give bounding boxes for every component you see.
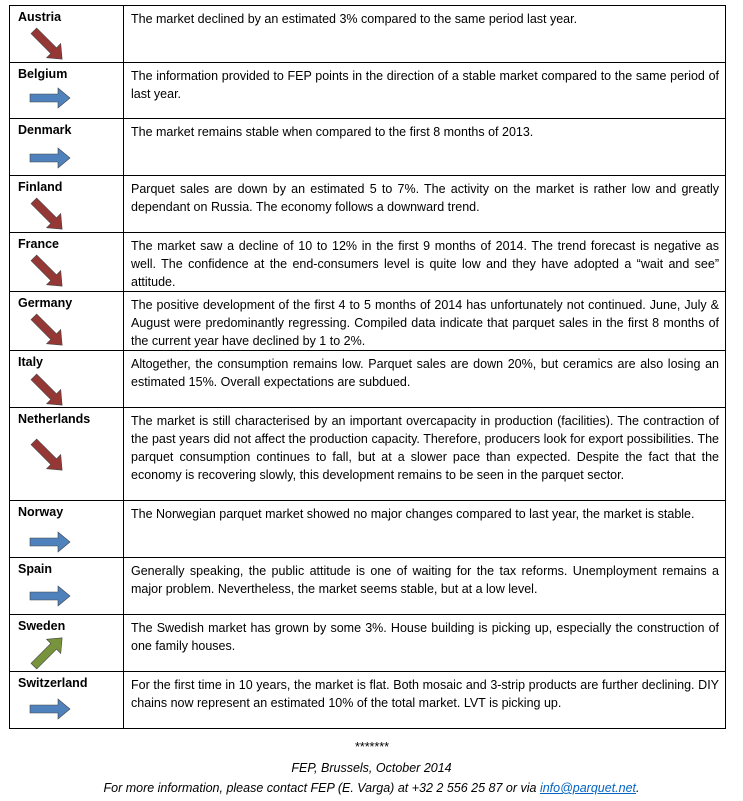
country-name: Spain	[18, 562, 53, 576]
country-cell	[10, 63, 124, 119]
country-name: Norway	[18, 505, 64, 519]
country-cell	[10, 501, 124, 558]
table-row	[10, 119, 726, 176]
market-description: The Norwegian parquet market showed no major changes compared to last year, the market is stable.	[124, 501, 726, 558]
market-description: The market remains stable when compared to the first 8 months of 2013.	[124, 119, 726, 176]
country-cell	[10, 119, 124, 176]
table-row	[10, 233, 726, 292]
country-name: Germany	[18, 296, 73, 310]
country-cell	[10, 292, 124, 351]
market-description: The information provided to FEP points in the direction of a stable market compared to the same period of last year.	[124, 63, 726, 119]
footer-contact-text: For more information, please contact FEP (E. Varga) at +32 2 556 25 87 or via	[103, 781, 540, 795]
country-cell	[10, 176, 124, 233]
country-name: Sweden	[18, 619, 66, 633]
table-row	[10, 6, 726, 63]
table-row	[10, 63, 726, 119]
country-cell	[10, 672, 124, 729]
table-row	[10, 176, 726, 233]
footer-contact-suffix: .	[636, 781, 640, 795]
country-cell	[10, 408, 124, 501]
market-description: The positive development of the first 4 to 5 months of 2014 has unfortunately not continued. June, July & August were predominantly regressing. Compiled data indicate that parquet sales in the first 8 months of the current year have declined by 1 to 2%.	[124, 292, 726, 351]
table-row	[10, 615, 726, 672]
table-row	[10, 351, 726, 408]
country-cell	[10, 351, 124, 408]
table-row	[10, 558, 726, 615]
country-cell	[10, 558, 124, 615]
market-description: The market declined by an estimated 3% compared to the same period last year.	[124, 6, 726, 63]
footer-contact-line	[0, 781, 743, 795]
country-cell	[10, 6, 124, 63]
country-name: Italy	[18, 355, 44, 369]
arrow-down-right-icon	[26, 253, 70, 296]
country-name: Finland	[18, 180, 63, 194]
table-row	[10, 672, 726, 729]
email-link[interactable]: info@parquet.net	[539, 781, 637, 795]
footer-stars: *******	[354, 740, 389, 754]
country-name: France	[18, 237, 59, 251]
market-description: Generally speaking, the public attitude is one of waiting for the tax reforms. Unemployment remains a major problem. Nevertheless, the market seems stable, but at a low level.	[124, 558, 726, 615]
country-cell	[10, 615, 124, 672]
country-name: Belgium	[18, 67, 68, 81]
table-row	[10, 408, 726, 501]
country-market-table	[9, 5, 726, 729]
market-description: Altogether, the consumption remains low. Parquet sales are down 20%, but ceramics are also losing an estimated 15%. Overall expectations are subdued.	[124, 351, 726, 408]
table-row	[10, 501, 726, 558]
country-name: Austria	[18, 10, 62, 24]
country-name: Switzerland	[18, 676, 88, 690]
arrow-right-icon	[28, 690, 72, 733]
market-description: Parquet sales are down by an estimated 5 to 7%. The activity on the market is rather low and greatly dependant on Russia. The economy follows a downward trend.	[124, 176, 726, 233]
arrow-right-icon	[28, 79, 72, 122]
country-cell	[10, 233, 124, 292]
footer-source-line: FEP, Brussels, October 2014	[291, 761, 452, 775]
arrow-down-right-icon	[26, 437, 70, 480]
market-description: For the first time in 10 years, the market is flat. Both mosaic and 3-strip products are further declining. DIY chains now represent an estimated 10% of the total market. LVT is picking up.	[124, 672, 726, 729]
market-description: The market saw a decline of 10 to 12% in the first 9 months of 2014. The trend forecast is negative as well. The confidence at the end-consumers level is quite low and they have adopted a “wait and see” attitude.	[124, 233, 726, 292]
market-description: The Swedish market has grown by some 3%. House building is picking up, especially the construction of one family houses.	[124, 615, 726, 672]
arrow-up-right-icon	[26, 633, 70, 676]
market-description: The market is still characterised by an important overcapacity in production (facilities). The contraction of the past years did not affect the production capacity. Therefore, producers look for export possibilities. The parquet consumption continues to fall, but at a slower pace than expected. Despite the fact that the economy is recovering slowly, this development remains to be seen in the parquet sector.	[124, 408, 726, 501]
arrow-down-right-icon	[26, 312, 70, 355]
table-row	[10, 292, 726, 351]
country-name: Netherlands	[18, 412, 91, 426]
country-name: Denmark	[18, 123, 72, 137]
